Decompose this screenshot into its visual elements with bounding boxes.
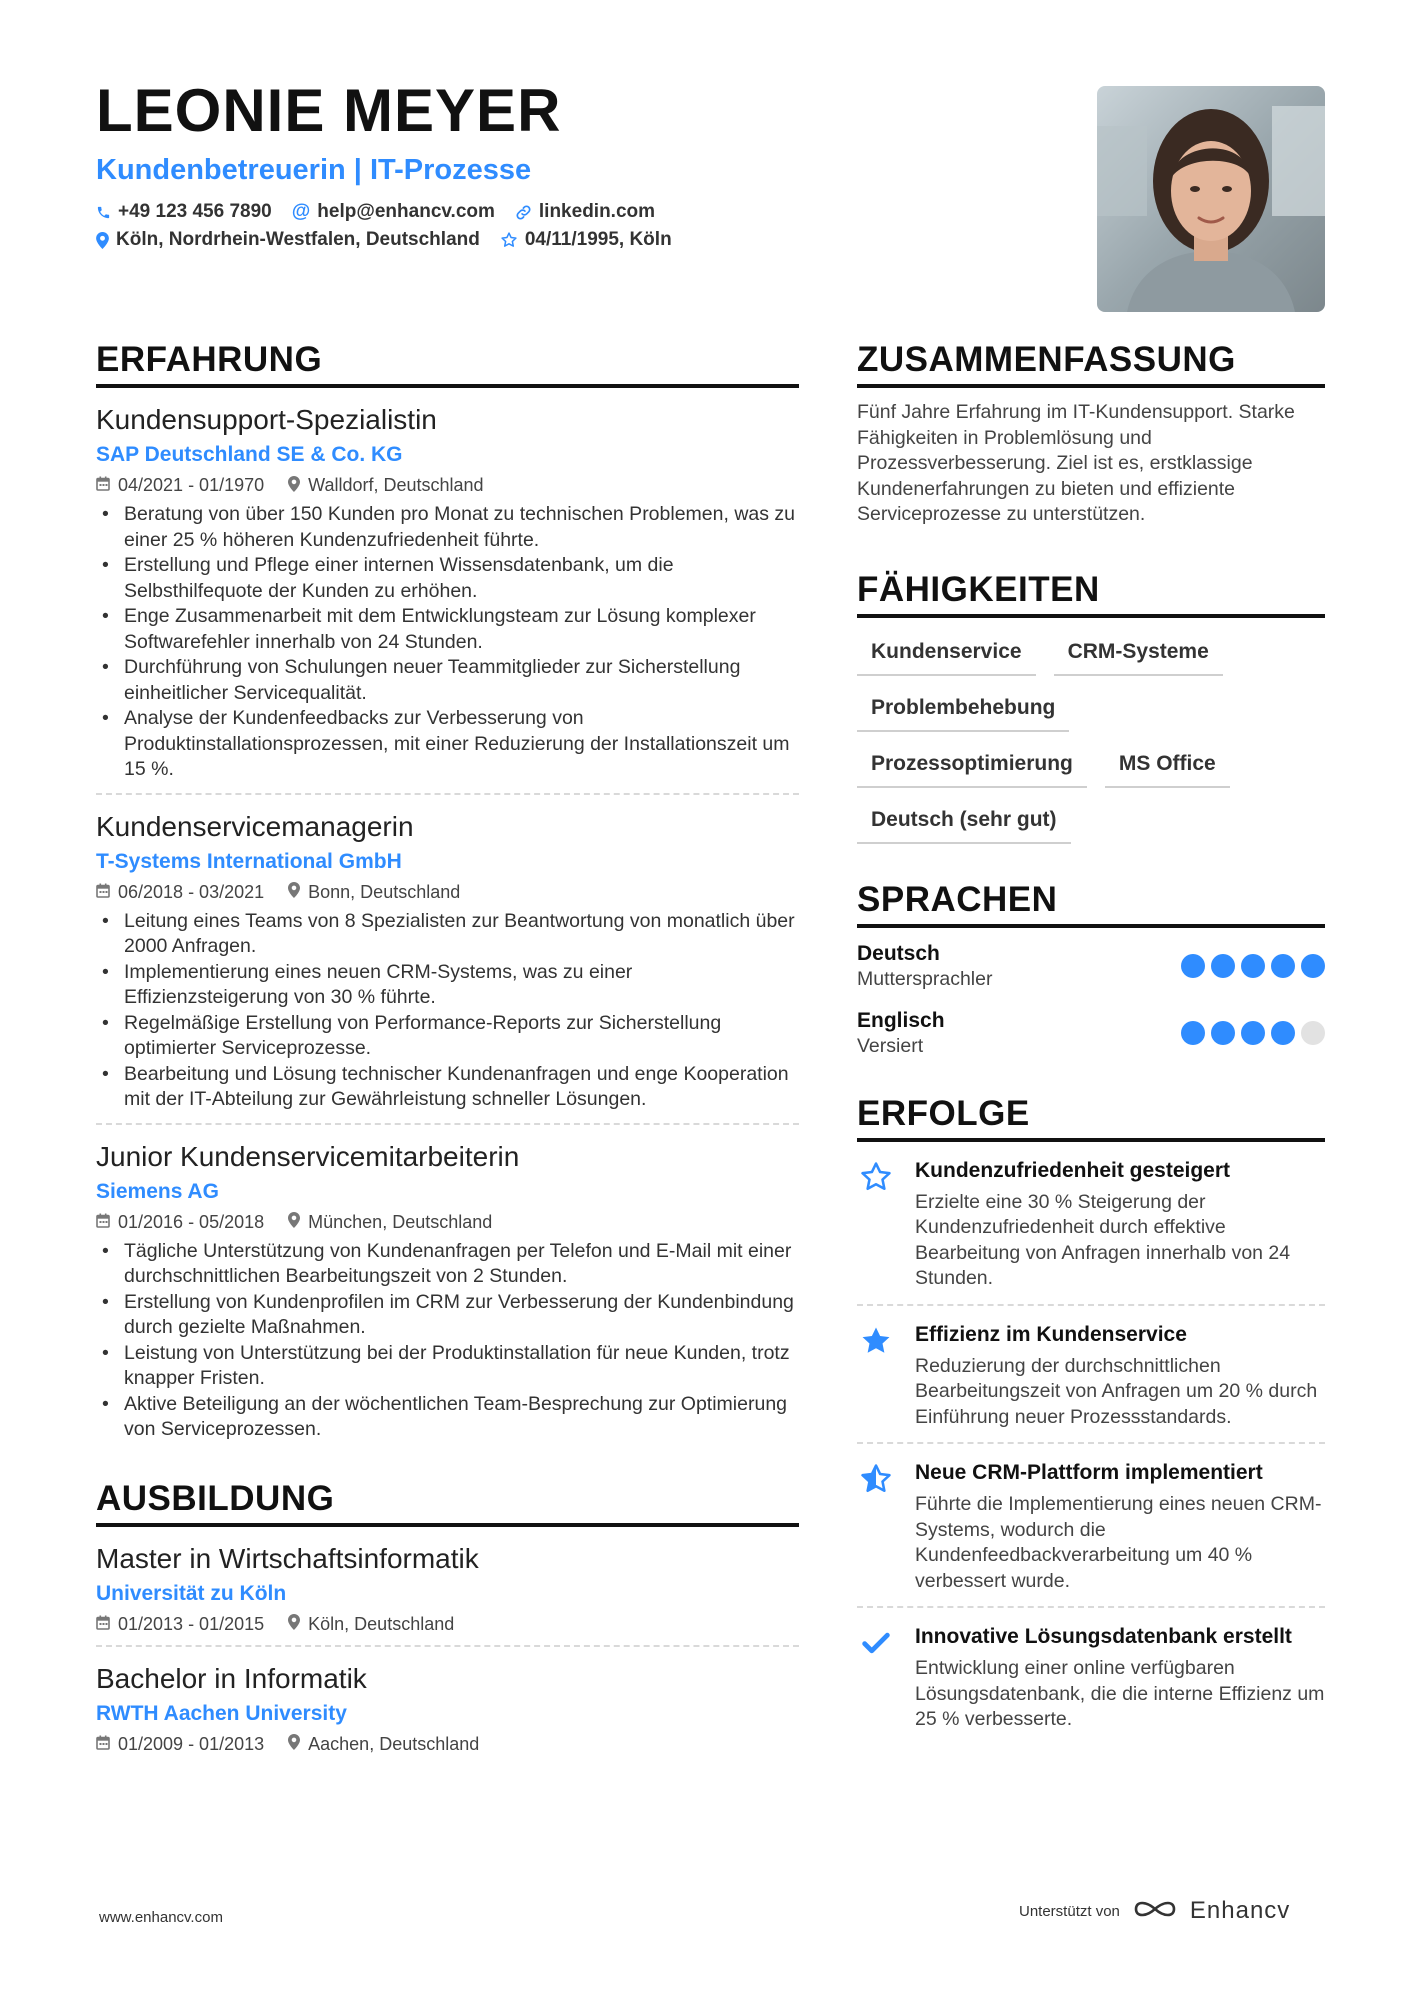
experience-entry [96, 795, 799, 1125]
right-column [857, 340, 1325, 1745]
summary-heading: ZUSAMMENFASSUNG [857, 340, 1325, 388]
linkedin-text: linkedin.com [538, 201, 656, 222]
school-name[interactable]: Universität zu Köln [96, 1581, 287, 1605]
left-column [96, 340, 799, 1765]
location-text: Köln, Nordrhein-Westfalen, Deutschland [116, 229, 480, 250]
achievement-description: Führte die Implementierung eines neuen CRM-Systems, wodurch die Kundenfeedbackverarbeitung um 40 % verbessert wurde. [915, 1493, 1322, 1592]
date-text: 04/2021 - 01/1970 [118, 475, 265, 495]
entry-meta [96, 1734, 799, 1755]
contact-row-1 [96, 201, 996, 223]
company-name[interactable]: SAP Deutschland SE & Co. KG [96, 443, 403, 466]
bullet-item: • Regelmäßige Erstellung von Performance-Reports zur Sicherstellung optimierter Serviceprozesse. [96, 1011, 799, 1062]
location-text: Aachen, Deutschland [308, 1733, 480, 1754]
calendar-icon [96, 1735, 110, 1754]
skill-tag: MS Office [1105, 746, 1230, 788]
bullet-item: • Leitung eines Teams von 8 Spezialisten zur Beantwortung von monatlich über 2000 Anfragen. [96, 909, 799, 960]
location [288, 1212, 492, 1233]
skill-tag: Deutsch (sehr gut) [857, 802, 1071, 844]
calendar-icon [96, 883, 110, 902]
school-name[interactable]: RWTH Aachen University [96, 1701, 347, 1725]
phone-text: +49 123 456 7890 [118, 201, 272, 222]
entry-meta [96, 882, 799, 903]
contact-row-2 [96, 229, 996, 251]
map-pin-icon [288, 1614, 300, 1634]
experience-entry [96, 388, 799, 795]
date-text: 01/2013 - 01/2015 [118, 1613, 265, 1634]
experience-heading: ERFAHRUNG [96, 340, 799, 388]
achievements-list [857, 1142, 1325, 1745]
education-list [96, 1527, 799, 1765]
contact-email[interactable] [292, 201, 495, 223]
job-title: Kundenservicemanagerin [96, 810, 414, 842]
date-range [96, 882, 264, 903]
location [288, 882, 460, 903]
achievement-description: Reduzierung der durchschnittlichen Bearbeitungszeit von Anfragen um 20 % durch Einführung neuer Prozessstandards. [915, 1354, 1318, 1428]
bullet-item: • Leistung von Unterstützung bei der Produktinstallation für neue Kunden, trotz knapper Fristen. [96, 1341, 799, 1392]
birth-text: 04/11/1995, Köln [524, 229, 672, 250]
language-row [857, 1009, 1325, 1058]
date-text: 01/2016 - 05/2018 [118, 1211, 265, 1232]
bullet-item: • Aktive Beteiligung an der wöchentlichen Team-Besprechung zur Optimierung von Serviceprozessen. [96, 1392, 799, 1443]
at-icon: @ [291, 201, 311, 222]
achievement-bullets [96, 909, 799, 1113]
achievement-bullets [96, 1239, 799, 1443]
languages-list [857, 942, 1325, 1058]
proficiency-dot [1301, 1021, 1325, 1045]
contact-phone[interactable] [96, 201, 272, 223]
location-text: Köln, Deutschland [308, 1613, 455, 1634]
experience-list [96, 388, 799, 1453]
proficiency-dots [1181, 1021, 1325, 1045]
summary-text: Fünf Jahre Erfahrung im IT-Kundensupport. Starke Fähigkeiten in Problemlösung und Prozessverbesserung. Ziel ist es, erstklassige Kundenerfahrungen zu bieten und effiziente Serviceprozesse zu unterstützen. [857, 401, 1295, 525]
location [288, 475, 483, 496]
bullet-item: • Implementierung eines neuen CRM-Systems, was zu einer Effizienzsteigerung von 30 % führte. [96, 960, 799, 1011]
language-level: Muttersprachler [857, 967, 993, 990]
bullet-item: • Beratung von über 150 Kunden pro Monat zu technischen Problemen, was zu einer 25 % höheren Kundenzufriedenheit führte. [96, 502, 799, 553]
email-text: help@enhancv.com [317, 201, 495, 222]
language-level: Versiert [857, 1034, 924, 1057]
achievement-body [915, 1624, 1325, 1733]
location-text: Bonn, Deutschland [308, 881, 461, 902]
proficiency-dot [1301, 954, 1325, 978]
map-pin-icon [288, 1212, 300, 1232]
bullet-item: • Erstellung von Kundenprofilen im CRM zur Verbesserung der Kundenbindung durch gezielte Maßnahmen. [96, 1290, 799, 1341]
contact-location [96, 229, 480, 251]
map-pin-icon [288, 882, 300, 902]
languages-heading: SPRACHEN [857, 880, 1325, 928]
date-text: 01/2009 - 01/2013 [118, 1733, 265, 1754]
contact-linkedin[interactable] [515, 201, 655, 223]
skill-tag: Problembehebung [857, 690, 1069, 732]
experience-entry [96, 1125, 799, 1453]
bullet-item: • Erstellung und Pflege einer internen Wissensdatenbank, um die Selbsthilfequote der Kunden zu erhöhen. [96, 553, 799, 604]
skill-tag: Kundenservice [857, 634, 1036, 676]
checkmark-icon [857, 1624, 895, 1733]
proficiency-dot [1211, 1021, 1235, 1045]
map-pin-icon [96, 232, 109, 249]
bullet-item: • Enge Zusammenarbeit mit dem Entwicklungsteam zur Lösung komplexer Softwarefehler innerhalb von 24 Stunden. [96, 604, 799, 655]
achievement-description: Erzielte eine 30 % Steigerung der Kundenzufriedenheit durch effektive Bearbeitung von Anfragen innerhalb von 24 Stunden. [915, 1190, 1291, 1289]
achievement-item [857, 1444, 1325, 1608]
education-entry [96, 1647, 799, 1765]
proficiency-dot [1181, 1021, 1205, 1045]
bullet-item: • Tägliche Unterstützung von Kundenanfragen per Telefon und E-Mail mit einer durchschnittlichen Bearbeitungszeit von 2 Stunden. [96, 1239, 799, 1290]
achievement-item [857, 1608, 1325, 1745]
proficiency-dot [1271, 1021, 1295, 1045]
achievement-body [915, 1322, 1325, 1431]
education-heading: AUSBILDUNG [96, 1479, 799, 1527]
map-pin-icon [288, 476, 300, 496]
achievement-item [857, 1306, 1325, 1445]
powered-by-text: Unterstützt von [1019, 1902, 1120, 1920]
proficiency-dots [1181, 954, 1325, 978]
degree-title: Bachelor in Informatik [96, 1662, 367, 1694]
link-icon [515, 204, 532, 221]
achievements-heading: ERFOLGE [857, 1094, 1325, 1142]
phone-icon [96, 205, 111, 220]
star-half-icon [857, 1460, 895, 1594]
skill-tag: CRM-Systeme [1054, 634, 1223, 676]
date-text: 06/2018 - 03/2021 [118, 881, 265, 902]
entry-meta [96, 475, 799, 496]
language-info [857, 942, 992, 991]
language-info [857, 1009, 945, 1058]
date-range [96, 1212, 264, 1233]
date-range [96, 1614, 264, 1635]
achievement-title: Innovative Lösungsdatenbank erstellt [915, 1625, 1292, 1648]
location-text: München, Deutschland [308, 1211, 493, 1232]
proficiency-dot [1181, 954, 1205, 978]
contact-birth [500, 229, 672, 251]
skill-tag: Prozessoptimierung [857, 746, 1087, 788]
bullet-item: • Analyse der Kundenfeedbacks zur Verbesserung von Produktinstallationsprozessen, mit einer Reduzierung der Installationszeit um 15 %. [96, 706, 799, 783]
language-name: Deutsch [857, 941, 940, 965]
proficiency-dot [1211, 954, 1235, 978]
skills-list [857, 634, 1297, 844]
proficiency-dot [1241, 1021, 1265, 1045]
calendar-icon [96, 1615, 110, 1634]
achievement-title: Neue CRM-Plattform implementiert [915, 1461, 1263, 1484]
entry-meta [96, 1614, 799, 1635]
achievement-title: Effizienz im Kundenservice [915, 1322, 1187, 1346]
language-name: Englisch [857, 1008, 945, 1032]
resume-header [96, 78, 996, 251]
language-row [857, 942, 1325, 991]
star-outline-icon [857, 1158, 895, 1292]
date-range [96, 475, 264, 496]
footer-branding [1019, 1897, 1290, 1925]
proficiency-dot [1271, 954, 1295, 978]
candidate-name: LEONIE MEYER [96, 77, 562, 144]
location-text: Walldorf, Deutschland [308, 475, 484, 495]
achievement-body [915, 1158, 1325, 1292]
brand-name: Enhancv [1189, 1897, 1291, 1924]
achievement-item [857, 1142, 1325, 1306]
footer-website[interactable]: www.enhancv.com [99, 1909, 223, 1926]
company-name[interactable]: Siemens AG [96, 1179, 219, 1203]
candidate-title: Kundenbetreuerin | IT-Prozesse [96, 154, 532, 186]
map-pin-icon [288, 1734, 300, 1754]
achievement-description: Entwicklung einer online verfügbaren Lösungsdatenbank, die die interne Effizienz um 25 % verbesserte. [915, 1657, 1325, 1730]
job-title: Junior Kundenservicemitarbeiterin [96, 1140, 520, 1172]
education-entry [96, 1527, 799, 1647]
location [288, 1734, 479, 1755]
job-title: Kundensupport-Spezialistin [96, 404, 437, 435]
degree-title: Master in Wirtschaftsinformatik [96, 1542, 479, 1574]
achievement-title: Kundenzufriedenheit gesteigert [915, 1158, 1231, 1182]
bullet-item: • Bearbeitung und Lösung technischer Kundenanfragen und enge Kooperation mit der IT-Abteilung zur Gewährleistung schneller Lösungen. [96, 1062, 799, 1113]
star-filled-icon [857, 1322, 895, 1431]
profile-photo [1097, 86, 1325, 312]
company-name[interactable]: T-Systems International GmbH [96, 849, 402, 873]
proficiency-dot [1241, 954, 1265, 978]
achievement-bullets [96, 502, 799, 783]
bullet-item: • Durchführung von Schulungen neuer Teammitglieder zur Sicherstellung einheitlicher Servicequalität. [96, 655, 799, 706]
date-range [96, 1734, 264, 1755]
location [288, 1614, 454, 1635]
calendar-icon [96, 1213, 110, 1232]
star-outline-icon [500, 231, 518, 249]
skills-heading: FÄHIGKEITEN [857, 570, 1325, 618]
entry-meta [96, 1212, 799, 1233]
calendar-icon [96, 476, 110, 495]
achievement-body [915, 1460, 1325, 1594]
enhancv-logo-icon [1132, 1897, 1178, 1925]
